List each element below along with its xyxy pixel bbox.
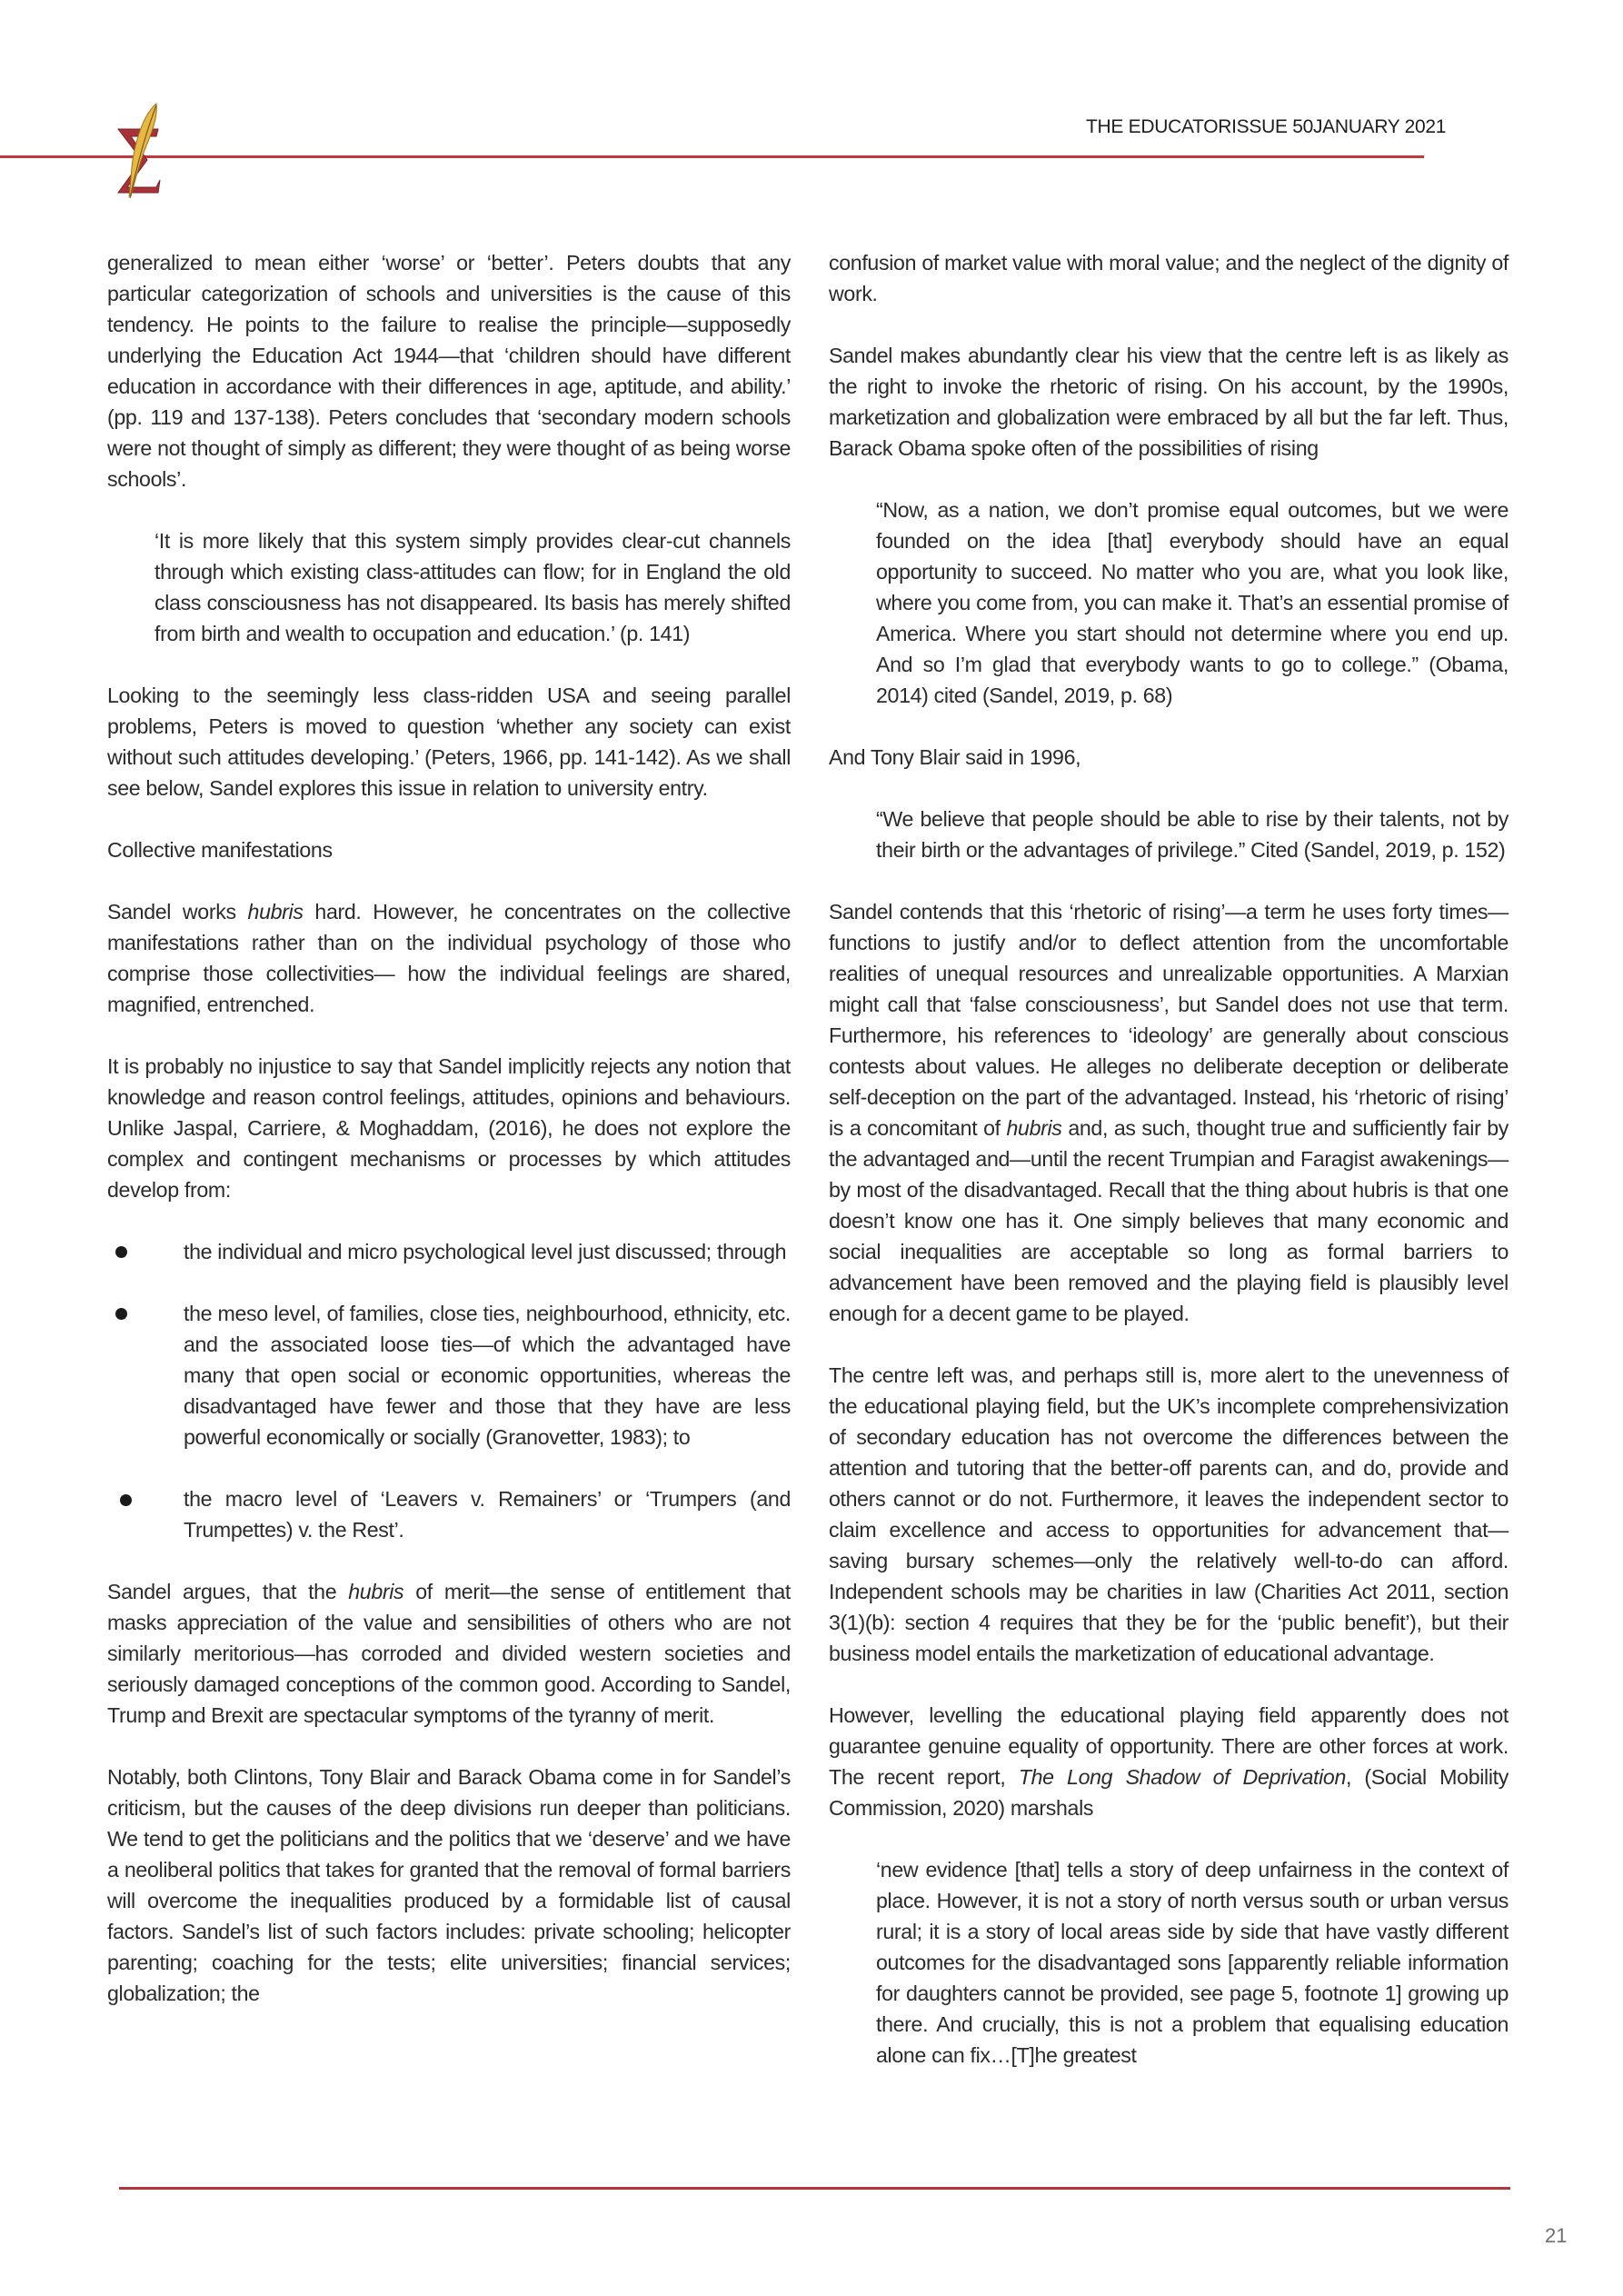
- text-run: Sandel argues, that the: [107, 1580, 349, 1603]
- block-quote: “Now, as a nation, we don’t promise equal outcomes, but we were founded on the idea [that] everybody should have an equal opportunity to succeed. No matter who you are, what you look like, where you come from, you can make it. That’s an essential promise of America. Where you start should not determine where you end up. And so I’m glad that everybody wants to go to college.” (Obama, 2014) cited (Sandel, 2019, p. 68): [876, 498, 1508, 707]
- paragraph: Sandel makes abundantly clear his view that the centre left is as likely as the right to invoke the rhetoric of rising. On his account, by the 1990s, marketization and globalization were embraced by all but the far left. Thus, Barack Obama spoke often of the possibilities of rising: [829, 344, 1508, 460]
- list-item: [107, 1298, 791, 1452]
- paragraph: It is probably no injustice to say that Sandel implicitly rejects any notion that knowledge and reason control feelings, attitudes, opinions and behaviours. Unlike Jaspal, Carriere, & Moghaddam, (2016), he does not explore the complex and contingent mechanisms or processes by which attitudes develop from:: [107, 1054, 791, 1202]
- paragraph: The centre left was, and perhaps still is, more alert to the unevenness of the educational playing field, but the UK’s incomplete comprehensivization of secondary education has not overcome the differences between the attention and tutoring that the better-off parents can, and do, provide and others cannot or do not. Furthermore, it leaves the independent sector to claim excellence and access to opportunities for advancement that—saving bursary schemes—only the relatively well-to-do can afford. Independent schools may be charities in law (Charities Act 2011, section 3(1)(b): section 4 requires that they be for the ‘public benefit’), but their business model entails the marketization of educational advantage.: [829, 1363, 1508, 1665]
- text-run: of merit—the sense of entitlement that masks appreciation of the value and sensibilities of others who are not similarly meritorious—has corroded and divided western societies and seriously damaged conceptions of the common good. According to Sandel, Trump and Brexit are spectacular symptoms of the tyranny of merit.: [107, 1580, 791, 1727]
- publication-name: THE EDUCATOR: [1086, 116, 1232, 137]
- bullet-icon: [115, 1246, 127, 1258]
- page-number: 21: [1545, 2224, 1568, 2247]
- bullet-icon: [115, 1308, 127, 1320]
- italic-term: hubris: [348, 1580, 404, 1603]
- paragraph: generalized to mean either ‘worse’ or ‘better’. Peters doubts that any particular categorization of schools and universities is the cause of this tendency. He points to the failure to realise the principle—supposedly underlying the Education Act 1944—that ‘children should have different education in accordance with their differences in age, aptitude, and ability.’ (pp. 119 and 137-138). Peters concludes that ‘secondary modern schools were not thought of simply as different; they were thought of as being worse schools’.: [107, 251, 791, 491]
- bullet-list: [107, 1236, 791, 1545]
- bullet-icon: [120, 1494, 132, 1506]
- paragraph: [107, 896, 791, 1020]
- block-quote: ‘It is more likely that this system simply provides clear-cut channels through which existing class-attitudes can flow; for in England the old class consciousness has not disappeared. Its basis has merely shifted from birth and wealth to occupation and education.’ (p. 141): [154, 529, 791, 645]
- header-rule: [0, 155, 1424, 158]
- paragraph: Notably, both Clintons, Tony Blair and Barack Obama come in for Sandel’s criticism, but the causes of the deep divisions run deeper than politicians. We tend to get the politicians and the politics that we ‘deserve’ and we have a neoliberal politics that takes for granted that the removal of formal barriers will overcome the inequalities produced by a formidable list of causal factors. Sandel’s list of such factors includes: private schooling; helicopter parenting; coaching for the tests; elite universities; financial services; globalization; the: [107, 1765, 791, 2005]
- list-item: [107, 1236, 791, 1267]
- italic-term: hubris: [247, 900, 304, 923]
- section-heading: Collective manifestations: [107, 838, 333, 862]
- left-column: [107, 247, 791, 2040]
- paragraph: [829, 1700, 1508, 1823]
- paragraph: [829, 896, 1508, 1329]
- masthead: [1086, 116, 1447, 138]
- text-run: and, as such, thought true and sufficiently fair by the advantaged and—until the recent Trumpian and Faragist awakenings—by most of the disadvantaged. Recall that the thing about hubris is that one doesn’t know one has it. One simply believes that many economic and social inequalities are acceptable so long as formal barriers to advancement have been removed and the playing field is plausibly level enough for a decent game to be played.: [829, 1116, 1508, 1325]
- paragraph: Looking to the seemingly less class-ridden USA and seeing parallel problems, Peters is moved to question ‘whether any society can exist without such attitudes developing.’ (Peters, 1966, pp. 141-142). As we shall see below, Sandel explores this issue in relation to university entry.: [107, 684, 791, 800]
- block-quote: ‘new evidence [that] tells a story of deep unfairness in the context of place. However, it is not a story of north versus south or urban versus rural; it is a story of local areas side by side that have vastly different outcomes for the disadvantaged sons [apparently reliable information for daughters cannot be provided, see page 5, footnote 1] growing up there. And crucially, this is not a problem that equalising education alone can fix…[T]he greatest: [876, 1858, 1508, 2067]
- text-run: Sandel works: [107, 900, 248, 923]
- paragraph: confusion of market value with moral value; and the neglect of the dignity of work.: [829, 251, 1508, 305]
- right-column: [829, 247, 1508, 2101]
- issue-date: JANUARY 2021: [1312, 116, 1447, 137]
- list-item: [107, 1483, 791, 1545]
- issue-number: ISSUE 50: [1231, 116, 1313, 137]
- list-item-text: the macro level of ‘Leavers v. Remainers’ or ‘Trumpers (and Trumpettes) v. the Rest’.: [184, 1487, 791, 1542]
- text-run: Sandel contends that this ‘rhetoric of rising’—a term he uses forty times—functions to justify and/or to deflect attention from the uncomfortable realities of unequal resources and unrealizable opportunities. A Marxian might call that ‘false consciousness’, but Sandel does not use that term. Furthermore, his references to ‘ideology’ are generally about conscious contests about values. He alleges no deliberate deception or deliberate self-deception on the part of the advantaged. Instead, his ‘rhetoric of rising’ is a concomitant of: [829, 900, 1508, 1140]
- paragraph: [107, 1576, 791, 1731]
- paragraph: And Tony Blair said in 1996,: [829, 745, 1081, 769]
- quill-sigma-logo-icon: [116, 102, 165, 202]
- text-run: hard. However, he concentrates on the collective manifestations rather than on the individual psychology of those who comprise those collectivities— how the individual feelings are shared, magnified, entrenched.: [107, 900, 791, 1016]
- italic-title: The Long Shadow of Deprivation: [1018, 1765, 1346, 1789]
- list-item-text: the meso level, of families, close ties, neighbourhood, ethnicity, etc. and the associated loose ties—of which the advantaged have many that open social or economic opportunities, whereas the disadvantaged have fewer and those that they have are less powerful economically or socially (Granovetter, 1983); to: [184, 1302, 791, 1449]
- italic-term: hubris: [1006, 1116, 1062, 1140]
- text-run: However, levelling the educational playing field apparently does not guarantee genuine equality of opportunity. There are other forces at work. The recent report,: [829, 1703, 1508, 1789]
- footer-rule: [119, 2187, 1510, 2190]
- list-item-text: the individual and micro psychological level just discussed; through: [184, 1240, 787, 1263]
- text-run: , (Social Mobility Commission, 2020) marshals: [829, 1765, 1508, 1820]
- block-quote: “We believe that people should be able to rise by their talents, not by their birth or the advantages of privilege.” Cited (Sandel, 2019, p. 152): [876, 807, 1508, 862]
